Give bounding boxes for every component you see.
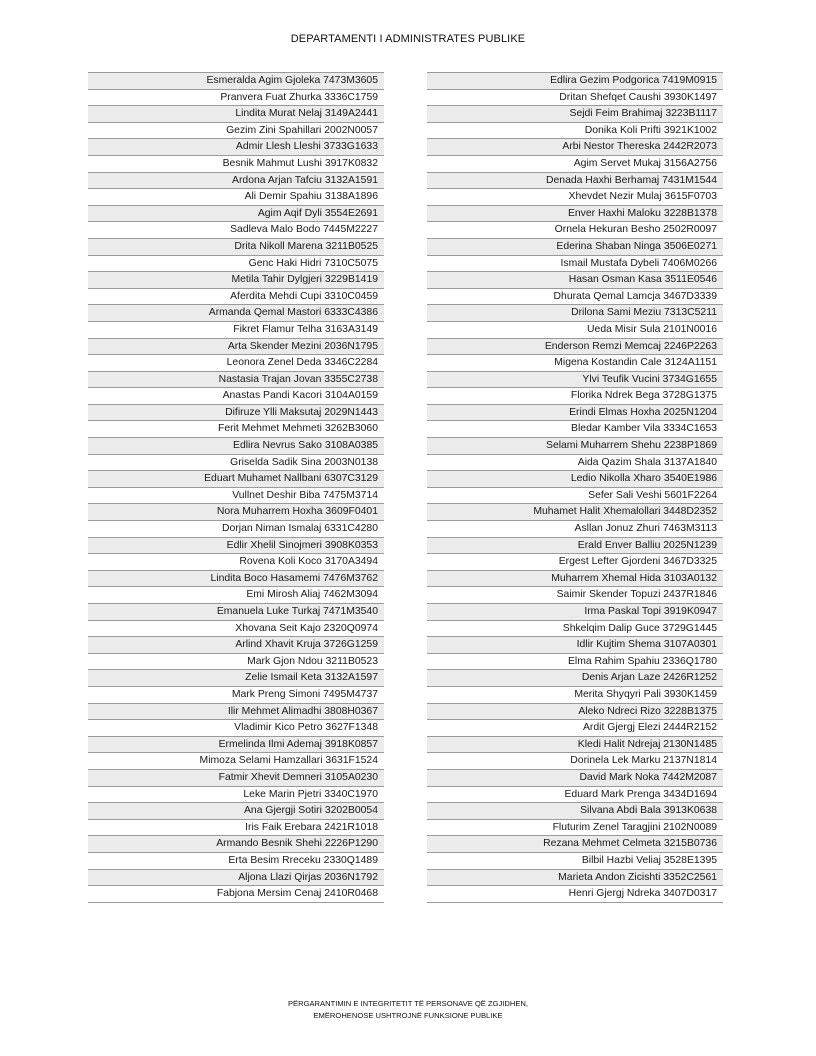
list-item: Ana Gjergji Sotiri 3202B0054 — [88, 803, 384, 820]
list-item: Ledio Nikolla Xharo 3540E1986 — [427, 471, 723, 488]
list-item: Denada Haxhi Berhamaj 7431M1544 — [427, 173, 723, 190]
list-item: Ardona Arjan Tafciu 3132A1591 — [88, 173, 384, 190]
list-item: Sefer Sali Veshi 5601F2264 — [427, 488, 723, 505]
list-item: Muharrem Xhemal Hida 3103A0132 — [427, 571, 723, 588]
list-item: Vullnet Deshir Biba 7475M3714 — [88, 488, 384, 505]
list-item: Aida Qazim Shala 3137A1840 — [427, 455, 723, 472]
list-item: Eduard Mark Prenga 3434D1694 — [427, 787, 723, 804]
list-item: Emi Mirosh Aliaj 7462M3094 — [88, 587, 384, 604]
list-item: Dorjan Niman Ismalaj 6331C4280 — [88, 521, 384, 538]
list-item: Nastasia Trajan Jovan 3355C2738 — [88, 372, 384, 389]
list-item: Metila Tahir Dylgjeri 3229B1419 — [88, 272, 384, 289]
list-item: Fabjona Mersim Cenaj 2410R0468 — [88, 886, 384, 903]
list-item: Edlira Nevrus Sako 3108A0385 — [88, 438, 384, 455]
list-item: Ylvi Teufik Vucini 3734G1655 — [427, 372, 723, 389]
list-item: Saimir Skender Topuzi 2437R1846 — [427, 587, 723, 604]
list-item: Armando Besnik Shehi 2226P1290 — [88, 836, 384, 853]
list-item: Iris Faik Erebara 2421R1018 — [88, 820, 384, 837]
list-item: Armanda Qemal Mastori 6333C4386 — [88, 305, 384, 322]
list-item: Ilir Mehmet Alimadhi 3808H0367 — [88, 704, 384, 721]
list-item: Idlir Kujtim Shema 3107A0301 — [427, 637, 723, 654]
list-item: Shkelqim Dalip Guce 3729G1445 — [427, 621, 723, 638]
list-item: Muhamet Halit Xhemalollari 3448D2352 — [427, 504, 723, 521]
list-item: Ermelinda Ilmi Ademaj 3918K0857 — [88, 737, 384, 754]
list-item: Ardit Gjergj Elezi 2444R2152 — [427, 720, 723, 737]
list-item: Erindi Elmas Hoxha 2025N1204 — [427, 405, 723, 422]
list-item: Xhevdet Nezir Mulaj 3615F0703 — [427, 189, 723, 206]
list-item: Agim Servet Mukaj 3156A2756 — [427, 156, 723, 173]
list-item: Fatmir Xhevit Demneri 3105A0230 — [88, 770, 384, 787]
list-item: Ali Demir Spahiu 3138A1896 — [88, 189, 384, 206]
list-item: Agim Aqif Dyli 3554E2691 — [88, 206, 384, 223]
list-item: Eduart Muhamet Nallbani 6307C3129 — [88, 471, 384, 488]
footer-note — [0, 998, 816, 1022]
list-item: Florika Ndrek Bega 3728G1375 — [427, 388, 723, 405]
names-list-right — [427, 72, 723, 903]
list-item: Fluturim Zenel Taragjini 2102N0089 — [427, 820, 723, 837]
list-item: Arta Skender Mezini 2036N1795 — [88, 339, 384, 356]
list-item: Difiruze Ylli Maksutaj 2029N1443 — [88, 405, 384, 422]
list-item: Mark Preng Simoni 7495M4737 — [88, 687, 384, 704]
list-item: Bledar Kamber Vila 3334C1653 — [427, 421, 723, 438]
list-item: Bilbil Hazbi Veliaj 3528E1395 — [427, 853, 723, 870]
list-item: Emanuela Luke Turkaj 7471M3540 — [88, 604, 384, 621]
list-item: Zelie Ismail Keta 3132A1597 — [88, 670, 384, 687]
list-item: Ueda Misir Sula 2101N0016 — [427, 322, 723, 339]
list-item: Fikret Flamur Telha 3163A3149 — [88, 322, 384, 339]
list-item: Leke Marin Pjetri 3340C1970 — [88, 787, 384, 804]
list-item: Ismail Mustafa Dybeli 7406M0266 — [427, 256, 723, 273]
list-item: Donika Koli Prifti 3921K1002 — [427, 123, 723, 140]
list-item: Erald Enver Balliu 2025N1239 — [427, 538, 723, 555]
list-item: Asllan Jonuz Zhuri 7463M3113 — [427, 521, 723, 538]
list-item: Ornela Hekuran Besho 2502R0097 — [427, 222, 723, 239]
list-item: Hasan Osman Kasa 3511E0546 — [427, 272, 723, 289]
list-item: Vladimir Kico Petro 3627F1348 — [88, 720, 384, 737]
list-item: Silvana Abdi Bala 3913K0638 — [427, 803, 723, 820]
list-item: Irma Paskal Topi 3919K0947 — [427, 604, 723, 621]
list-item: Arlind Xhavit Kruja 3726G1259 — [88, 637, 384, 654]
list-item: Mimoza Selami Hamzallari 3631F1524 — [88, 753, 384, 770]
list-item: Rezana Mehmet Celmeta 3215B0736 — [427, 836, 723, 853]
list-item: Elma Rahim Spahiu 2336Q1780 — [427, 654, 723, 671]
list-item: Dritan Shefqet Caushi 3930K1497 — [427, 90, 723, 107]
list-item: Xhovana Seit Kajo 2320Q0974 — [88, 621, 384, 638]
list-item: Dhurata Qemal Lamcja 3467D3339 — [427, 289, 723, 306]
list-item: Admir Llesh Lleshi 3733G1633 — [88, 139, 384, 156]
footer-line-1: PËRGARANTIMIN E INTEGRITETIT TË PERSONAVE QË ZGJIDHEN, — [287, 999, 529, 1008]
list-item: Gezim Zini Spahillari 2002N0057 — [88, 123, 384, 140]
list-item: Anastas Pandi Kacori 3104A0159 — [88, 388, 384, 405]
list-item: Ergest Lefter Gjordeni 3467D3325 — [427, 554, 723, 571]
list-item: Arbi Nestor Thereska 2442R2073 — [427, 139, 723, 156]
list-item: Aljona Llazi Qirjas 2036N1792 — [88, 870, 384, 887]
list-item: Besnik Mahmut Lushi 3917K0832 — [88, 156, 384, 173]
list-item: Edlira Gezim Podgorica 7419M0915 — [427, 73, 723, 90]
list-item: Esmeralda Agim Gjoleka 7473M3605 — [88, 73, 384, 90]
list-item: Lindita Murat Nelaj 3149A2441 — [88, 106, 384, 123]
list-item: Ederina Shaban Ninga 3506E0271 — [427, 239, 723, 256]
list-item: Pranvera Fuat Zhurka 3336C1759 — [88, 90, 384, 107]
list-item: Aleko Ndreci Rizo 3228B1375 — [427, 704, 723, 721]
list-item: David Mark Noka 7442M2087 — [427, 770, 723, 787]
list-item: Sejdi Feim Brahimaj 3223B1117 — [427, 106, 723, 123]
page-title: DEPARTAMENTI I ADMINISTRATES PUBLIKE — [290, 33, 526, 45]
list-item: Rovena Koli Koco 3170A3494 — [88, 554, 384, 571]
list-item: Ferit Mehmet Mehmeti 3262B3060 — [88, 421, 384, 438]
names-list-left — [88, 72, 384, 903]
list-item: Merita Shyqyri Pali 3930K1459 — [427, 687, 723, 704]
list-item: Enver Haxhi Maloku 3228B1378 — [427, 206, 723, 223]
list-item: Lindita Boco Hasamemi 7476M3762 — [88, 571, 384, 588]
list-item: Griselda Sadik Sina 2003N0138 — [88, 455, 384, 472]
list-item: Migena Kostandin Cale 3124A1151 — [427, 355, 723, 372]
list-item: Drita Nikoll Marena 3211B0525 — [88, 239, 384, 256]
list-item: Drilona Sami Meziu 7313C5211 — [427, 305, 723, 322]
list-item: Leonora Zenel Deda 3346C2284 — [88, 355, 384, 372]
list-item: Nora Muharrem Hoxha 3609F0401 — [88, 504, 384, 521]
list-item: Erta Besim Rreceku 2330Q1489 — [88, 853, 384, 870]
list-item: Denis Arjan Laze 2426R1252 — [427, 670, 723, 687]
list-item: Henri Gjergj Ndreka 3407D0317 — [427, 886, 723, 903]
list-item: Genc Haki Hidri 7310C5075 — [88, 256, 384, 273]
list-item: Edlir Xhelil Sinojmeri 3908K0353 — [88, 538, 384, 555]
list-item: Aferdita Mehdi Cupi 3310C0459 — [88, 289, 384, 306]
list-item: Marieta Andon Zicishti 3352C2561 — [427, 870, 723, 887]
list-item: Kledi Halit Ndrejaj 2130N1485 — [427, 737, 723, 754]
list-item: Enderson Remzi Memcaj 2246P2263 — [427, 339, 723, 356]
list-item: Sadleva Malo Bodo 7445M2227 — [88, 222, 384, 239]
list-item: Dorinela Lek Marku 2137N1814 — [427, 753, 723, 770]
footer-line-2: EMËROHENOSE USHTROJNË FUNKSIONE PUBLIKE — [313, 1011, 503, 1020]
list-item: Mark Gjon Ndou 3211B0523 — [88, 654, 384, 671]
list-item: Selami Muharrem Shehu 2238P1869 — [427, 438, 723, 455]
